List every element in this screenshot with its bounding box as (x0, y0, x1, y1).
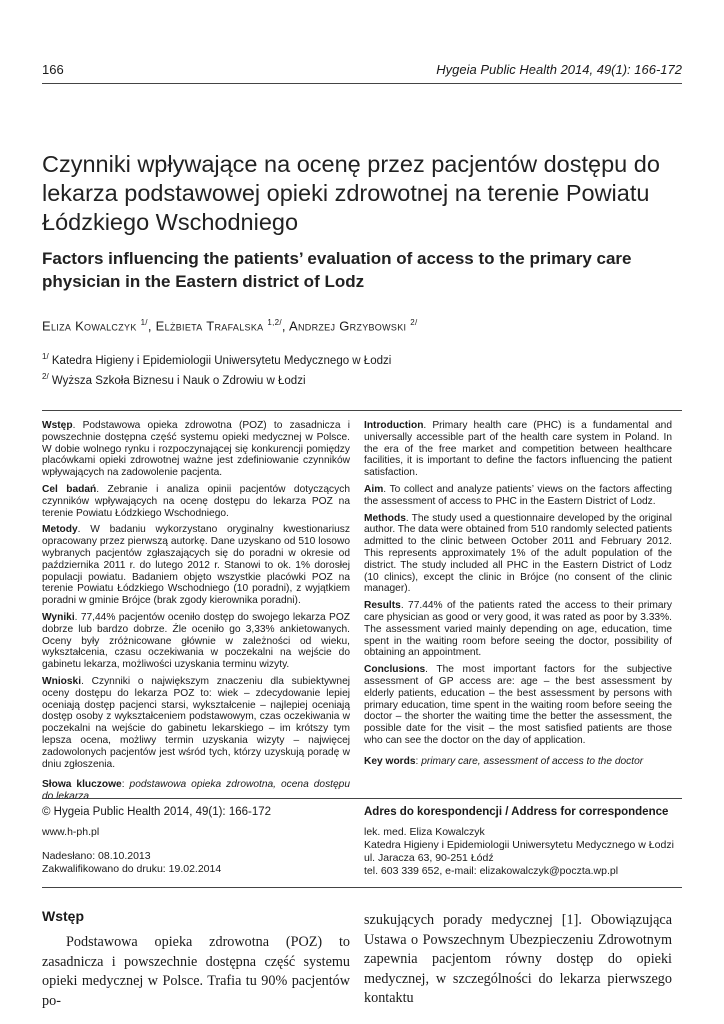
abstract-label: Wstęp (42, 420, 73, 431)
body-text-right: szukujących porady medycznej [1]. Obowiązująca Ustawa o Powszechnym Ubezpieczeniu Zdrowotnym zapewnia pacjentom równy dostęp do opieki medycznej, w szczególności do lekarza pierwszego kontaktu (364, 912, 672, 1007)
keywords-text: primary care, assessment of access to the doctor (421, 755, 644, 767)
correspondence-line: tel. 603 339 652, e-mail: elizakowalczyk@poczta.wp.pl (364, 865, 619, 877)
copyright: © Hygeia Public Health 2014, 49(1): 166-172 (42, 806, 272, 818)
abstract-text: . To collect and analyze patients’ views on the factors affecting the assessment of access to PHC in the Eastern District of Lodz. (364, 483, 672, 507)
abstract-text: . W badaniu wykorzystano oryginalny kwestionariusz opracowany przez pierwszą autorkę. Dane uzyskano od 510 losowo wybranych pacjentów zgłaszających się do poradni w okresie od października 2011 r. do lutego 2012 r. Stanowi to ok. 1% dorosłej populacji powiatu. Badaniem objęto wszystkie placówki POZ na terenie Powiatu Łódzkiego Wschodniego (10 poradni), z wyjątkiem poradni w gminie Brójce (brak zgody kierownika poradni). (42, 524, 350, 607)
affiliation (42, 349, 391, 369)
keywords-text: podstawowa opieka zdrowotna, ocena dostępu do lekarza (42, 779, 350, 803)
abstract-label: Metody (42, 524, 78, 536)
header-rule (42, 83, 682, 84)
affiliation-text: Katedra Higieny i Epidemiologii Uniwersytetu Medycznego w Łodzi (51, 354, 392, 367)
abstract-paragraph (42, 676, 350, 770)
correspondence-line: lek. med. Eliza Kowalczyk (364, 826, 485, 838)
journal-citation: Hygeia Public Health 2014, 49(1): 166-172 (436, 62, 682, 77)
abstract-label: Methods (364, 512, 406, 524)
affiliation-sup: 2/ (42, 371, 49, 381)
abstract-label: Conclusions (364, 664, 426, 676)
abstract-paragraph (364, 600, 672, 659)
abstract-label: Aim (364, 483, 384, 495)
body-text-left: Podstawowa opieka zdrowotna (POZ) to zasadnicza i powszechnie dostępna część systemu opieki medycznej w Polsce. Trafia tu 90% pacjentów po- (42, 934, 350, 1009)
author-name: Elżbieta Trafalska (155, 318, 264, 334)
authors: Eliza Kowalczyk $^{1/}$, Elżbieta Trafalska $^{1,2/}$, Andrzej Grzybowski $^{2/}$ (42, 318, 418, 334)
title-polish: Czynniki wpływające na ocenę przez pacjentów dostępu do lekarza podstawowej opieki zdrowotnej na terenie Powiatu Łódzkiego Wschodniego (42, 151, 660, 235)
keywords-label: Słowa kluczowe (42, 779, 122, 791)
affiliation-sup: 1/ (42, 352, 49, 361)
abstract-paragraph (42, 420, 350, 479)
abstract-text: . Podstawowa opieka zdrowotna (POZ) to zasadnicza i powszechnie dostępna część systemu opieki medycznej w Polsce. W dobie wolnego rynku i rozpoczynającej się konkurencji pomiędzy placówkami opieki zdrowotnej ważne jest zdefiniowanie czynników wpływających na zadowolenie pacjenta. (42, 420, 350, 479)
accepted-date: Zakwalifikowano do druku: 19.02.2014 (42, 863, 222, 875)
abstract-paragraph (364, 664, 672, 747)
author-sup: 2/ (410, 318, 418, 327)
abstract-paragraph (364, 484, 672, 508)
abstract-english (364, 420, 672, 773)
keywords-label: Key words (364, 755, 416, 767)
abstract-paragraph (42, 524, 350, 607)
info-bottom-rule (42, 887, 682, 888)
abstract-text: . Czynniki o największym znaczeniu dla subiektywnej oceny dostępu do lekarza POZ to: wiek – zdecydowanie lepiej oceniają dostęp pacjenci starsi, wykształcenie – najlepiej oceniają dostęp osoby z wykształceniem podstawowym, czas oczekiwania w poczekalni na wejście do gabinetu lekarskiego – im krótszy tym lepsza ocena, możliwy termin uzyskania wizyty – najwięcej zadowolonych pacjentów jest wśród tych, którzy uzyskują poradę w dniu zgłoszenia. (42, 675, 350, 770)
website-link[interactable]: www.h-ph.pl (42, 826, 100, 838)
abstract-text: . 77.44% of the patients rated the access to their primary care physician as good or very good, it was rated as poor by 3.33%. The assessment varied mainly depending on age, education, time spent in the waiting room before seeing the doctor, possibility of obtaining an appointment. (364, 600, 672, 659)
author-sup: 1/ (140, 318, 148, 327)
abstract-top-rule (42, 410, 682, 411)
correspondence-heading: Adres do korespondencji / Address for correspondence (364, 806, 669, 818)
abstract-label: Introduction (364, 420, 424, 431)
abstract-paragraph (364, 513, 672, 596)
abstract-paragraph (42, 484, 350, 519)
page-number: 166 (42, 62, 64, 77)
author-name: Andrzej Grzybowski (289, 318, 407, 334)
abstract-text: . Zebranie i analiza opinii pacjentów dotyczących czynników wpływających na ocenę dostępu do lekarza POZ na terenie Powiatu Łódzkiego Wschodniego. (42, 483, 350, 519)
keywords-english: Key words: primary care, assessment of access to the doctor (364, 755, 644, 767)
correspondence-line: Katedra Higieny i Epidemiologii Uniwersytetu Medycznego w Łodzi (364, 839, 674, 851)
publication-info (42, 806, 342, 876)
abstract-text: . Primary health care (PHC) is a fundamental and universally accessible part of the health care system in Poland. In the era of the free market and competition between healthcare facilities, it is important to define the factors influencing the patient satisfaction. (364, 420, 672, 479)
keywords-polish: Słowa kluczowe: podstawowa opieka zdrowotna, ocena dostępu do lekarza (42, 779, 350, 803)
abstract-label: Results (364, 600, 401, 612)
affiliation-text: Wyższa Szkoła Biznesu i Nauk o Zdrowiu w Łodzi (51, 374, 306, 387)
abstract-label: Cel badań (42, 483, 97, 495)
abstract-text: . The study used a questionnaire developed by the original author. The data were obtained from 510 randomly selected patients admitted to the clinic between October 2011 and February 2012. This represents approximately 1% of the adult population of the district. The study included all PHC in the Eastern District of Lodz (10 clinics), except the clinic in Brójce (no consent of the clinic manager). (364, 512, 672, 595)
abstract-text: . The most important factors for the subjective assessment of GP access are: age – the best assessment by elderly patients, education – the best assessment by persons with primary education, time spent in the waiting room before seeing the doctor – the shorter the waiting time the better the assessment, the possible date for the visit – the most satisfied patients are those who can see the doctor on the day of application. (364, 664, 672, 746)
section-heading: Wstęp (42, 908, 84, 924)
abstract-text: . 77,44% pacjentów oceniło dostęp do swojego lekarza POZ dobrze lub bardzo dobrze. Źle oceniło go 3,33% ankietowanych. Oceny były zróżnicowane głównie w zależności od wieku, wykształcenia, czasu oczekiwania w poczekalni na wejście do gabinetu lekarza, możliwości uzyskania terminu wizyty. (42, 611, 350, 671)
abstract-paragraph (364, 420, 672, 479)
title-english: Factors influencing the patients’ evaluation of access to the primary care physician in the Eastern district of Lodz (42, 249, 632, 291)
correspondence-line: ul. Jaracza 63, 90-251 Łódź (364, 852, 494, 864)
affiliations (42, 349, 391, 389)
submitted-date: Nadesłano: 08.10.2013 (42, 850, 151, 862)
abstract-label: Wyniki (42, 611, 75, 623)
abstract-paragraph (42, 612, 350, 671)
abstract-polish (42, 420, 350, 808)
correspondence-info (364, 806, 684, 878)
info-top-rule (42, 798, 682, 799)
abstract-label: Wnioski (42, 675, 82, 687)
author-name: Eliza Kowalczyk (42, 318, 137, 334)
affiliation (42, 369, 391, 389)
author-sup: 1,2/ (267, 318, 282, 327)
